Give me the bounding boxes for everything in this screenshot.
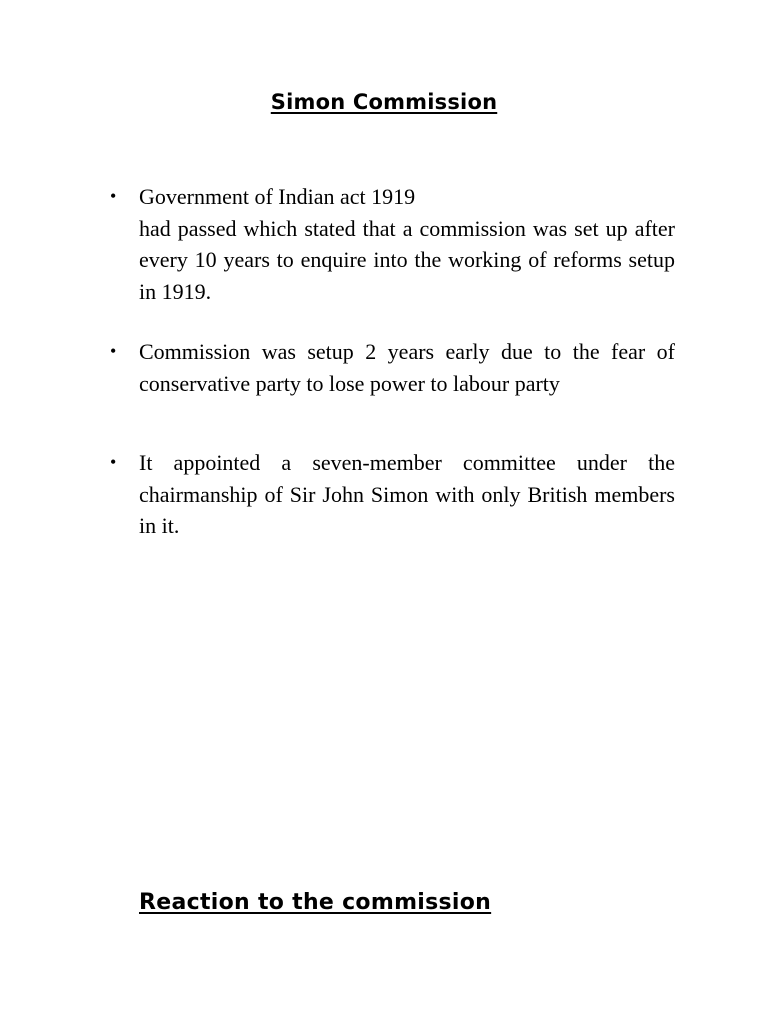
bullet-text: had passed which stated that a commission was set up after every 10 years to enquire into the working of reforms setup in 1919. xyxy=(139,215,675,304)
list-item xyxy=(110,447,675,542)
list-item xyxy=(110,336,675,399)
bullet-icon: • xyxy=(110,341,117,361)
page-title: Simon Commission xyxy=(270,90,498,114)
bullet-icon: • xyxy=(110,186,117,206)
list-item xyxy=(110,181,675,307)
bullet-first-line: Government of Indian act 1919 xyxy=(139,184,416,209)
bullet-icon: • xyxy=(110,452,117,472)
section-heading: Reaction to the commission xyxy=(139,890,492,915)
bullet-text: Commission was setup 2 years early due to the fear of conservative party to lose power to labour party xyxy=(139,339,675,396)
bullet-text: It appointed a seven-member committee under the chairmanship of Sir John Simon with only British members in it. xyxy=(139,450,675,538)
